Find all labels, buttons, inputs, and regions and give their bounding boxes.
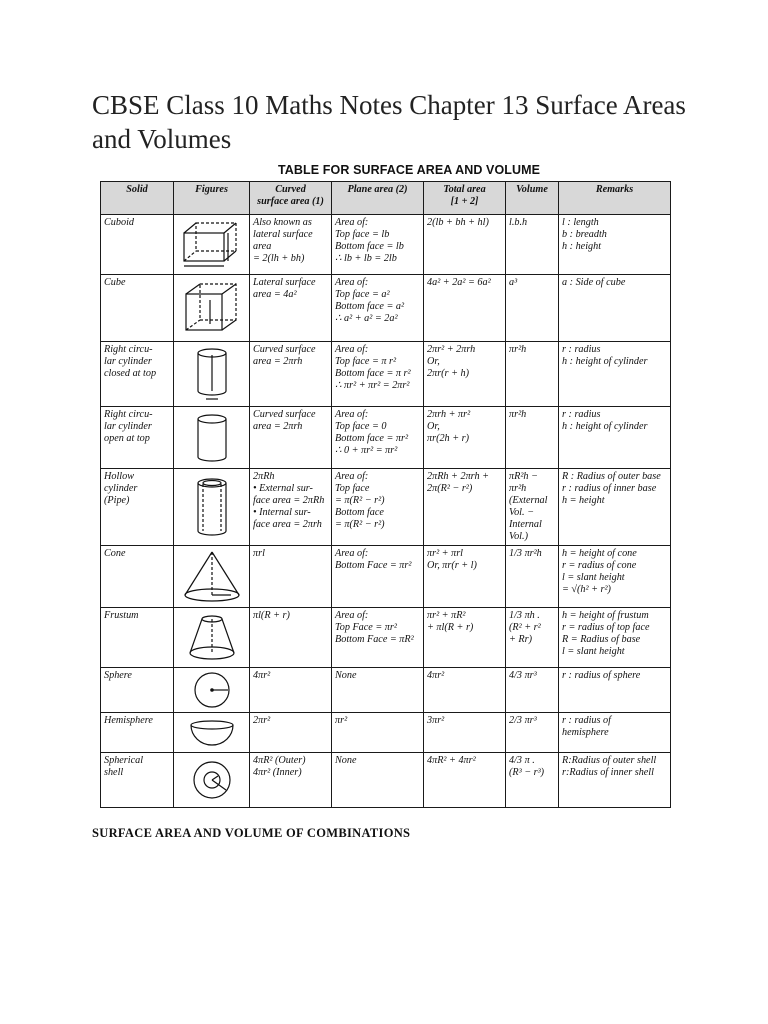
volume-cell: 4/3 π . (R³ − r³) xyxy=(506,753,559,808)
plane-area-cell: Area of: Top Face = πr² Bottom Face = πR² xyxy=(332,608,424,668)
total-area-cell: 4πr² xyxy=(424,668,506,713)
volume-cell: πr²h xyxy=(506,407,559,469)
cuboid-icon xyxy=(174,215,250,275)
total-area-cell: 2πRh + 2πrh + 2π(R² − r²) xyxy=(424,469,506,546)
volume-cell: 1/3 πr²h xyxy=(506,546,559,608)
curved-surface-area-cell: Lateral surface area = 4a² xyxy=(250,275,332,342)
total-area-cell: 2πr² + 2πrh Or, 2πr(r + h) xyxy=(424,342,506,407)
solid-name-cell: Frustum xyxy=(101,608,174,668)
plane-area-cell: Area of: Top face = 0 Bottom face = πr² ∴ 0 + πr² = πr² xyxy=(332,407,424,469)
table-row xyxy=(101,668,671,713)
solid-name-cell: Cube xyxy=(101,275,174,342)
remarks-cell: h = height of cone r = radius of cone l = slant height = √(h² + r²) xyxy=(559,546,671,608)
spherical-shell-icon xyxy=(174,753,250,808)
total-area-cell: 2(lb + bh + hl) xyxy=(424,215,506,275)
curved-surface-area-cell: Curved surface area = 2πrh xyxy=(250,407,332,469)
volume-cell: 2/3 πr³ xyxy=(506,713,559,753)
frustum-icon xyxy=(174,608,250,668)
plane-area-cell: Area of: Top face = a² Bottom face = a² ∴ a² + a² = 2a² xyxy=(332,275,424,342)
table-row xyxy=(101,275,671,342)
header-plane-area: Plane area (2) xyxy=(332,182,424,215)
section-heading: SURFACE AREA AND VOLUME OF COMBINATIONS xyxy=(92,826,411,840)
table-row xyxy=(101,215,671,275)
cube-icon xyxy=(174,275,250,342)
sphere-icon xyxy=(174,668,250,713)
curved-surface-area-cell: 2πRh • External sur- face area = 2πRh • Internal sur- face area = 2πrh xyxy=(250,469,332,546)
solid-name-cell: Right circu- lar cylinder closed at top xyxy=(101,342,174,407)
table-row xyxy=(101,713,671,753)
plane-area-cell: None xyxy=(332,753,424,808)
curved-surface-area-cell: Also known as lateral surface area = 2(lh + bh) xyxy=(250,215,332,275)
plane-area-cell: None xyxy=(332,668,424,713)
closed-cylinder-icon xyxy=(174,342,250,407)
volume-cell: l.b.h xyxy=(506,215,559,275)
curved-surface-area-cell: πl(R + r) xyxy=(250,608,332,668)
table-header-row xyxy=(101,182,671,215)
total-area-cell: 4πR² + 4πr² xyxy=(424,753,506,808)
remarks-cell: a : Side of cube xyxy=(559,275,671,342)
curved-surface-area-cell: πrl xyxy=(250,546,332,608)
solid-name-cell: Hollow cylinder (Pipe) xyxy=(101,469,174,546)
table-title: TABLE FOR SURFACE AREA AND VOLUME xyxy=(278,163,541,177)
page-title: CBSE Class 10 Maths Notes Chapter 13 Surface Areas and Volumes xyxy=(92,90,686,154)
plane-area-cell: Area of: Top face = π(R² − r²) Bottom face = π(R² − r²) xyxy=(332,469,424,546)
plane-area-cell: πr² xyxy=(332,713,424,753)
curved-surface-area-cell: Curved surface area = 2πrh xyxy=(250,342,332,407)
cone-icon xyxy=(174,546,250,608)
volume-cell: 1/3 πh . (R² + r² + Rr) xyxy=(506,608,559,668)
table-row xyxy=(101,608,671,668)
remarks-cell: R : Radius of outer base r : radius of inner base h = height xyxy=(559,469,671,546)
remarks-cell: r : radius h : height of cylinder xyxy=(559,342,671,407)
table-row xyxy=(101,753,671,808)
total-area-cell: πr² + πrl Or, πr(r + l) xyxy=(424,546,506,608)
plane-area-cell: Area of: Top face = lb Bottom face = lb ∴ lb + lb = 2lb xyxy=(332,215,424,275)
table-row xyxy=(101,407,671,469)
header-remarks: Remarks xyxy=(559,182,671,215)
remarks-cell: r : radius of sphere xyxy=(559,668,671,713)
curved-surface-area-cell: 4πr² xyxy=(250,668,332,713)
solid-name-cell: Right circu- lar cylinder open at top xyxy=(101,407,174,469)
header-curved-surface-area: Curved surface area (1) xyxy=(250,182,332,215)
curved-surface-area-cell: 4πR² (Outer) 4πr² (Inner) xyxy=(250,753,332,808)
solid-name-cell: Hemisphere xyxy=(101,713,174,753)
volume-cell: 4/3 πr³ xyxy=(506,668,559,713)
total-area-cell: 2πrh + πr² Or, πr(2h + r) xyxy=(424,407,506,469)
header-volume: Volume xyxy=(506,182,559,215)
solid-name-cell: Cuboid xyxy=(101,215,174,275)
header-total-area: Total area [1 + 2] xyxy=(424,182,506,215)
remarks-cell: h = height of frustum r = radius of top face R = Radius of base l = slant height xyxy=(559,608,671,668)
remarks-cell: l : length b : breadth h : height xyxy=(559,215,671,275)
remarks-cell: r : radius h : height of cylinder xyxy=(559,407,671,469)
curved-surface-area-cell: 2πr² xyxy=(250,713,332,753)
table-row xyxy=(101,469,671,546)
volume-cell: a³ xyxy=(506,275,559,342)
table-row xyxy=(101,342,671,407)
remarks-cell: r : radius of hemisphere xyxy=(559,713,671,753)
solid-name-cell: Spherical shell xyxy=(101,753,174,808)
surface-area-volume-table xyxy=(100,181,671,808)
plane-area-cell: Area of: Top face = π r² Bottom face = π r² ∴ πr² + πr² = 2πr² xyxy=(332,342,424,407)
total-area-cell: 3πr² xyxy=(424,713,506,753)
plane-area-cell: Area of: Bottom Face = πr² xyxy=(332,546,424,608)
table-row xyxy=(101,546,671,608)
open-cylinder-icon xyxy=(174,407,250,469)
hemisphere-icon xyxy=(174,713,250,753)
solid-name-cell: Cone xyxy=(101,546,174,608)
solid-name-cell: Sphere xyxy=(101,668,174,713)
hollow-cylinder-icon xyxy=(174,469,250,546)
remarks-cell: R:Radius of outer shell r:Radius of inner shell xyxy=(559,753,671,808)
header-figures: Figures xyxy=(174,182,250,215)
header-solid: Solid xyxy=(101,182,174,215)
volume-cell: πR²h − πr²h (External Vol. − Internal Vol.) xyxy=(506,469,559,546)
total-area-cell: πr² + πR² + πl(R + r) xyxy=(424,608,506,668)
volume-cell: πr²h xyxy=(506,342,559,407)
total-area-cell: 4a² + 2a² = 6a² xyxy=(424,275,506,342)
